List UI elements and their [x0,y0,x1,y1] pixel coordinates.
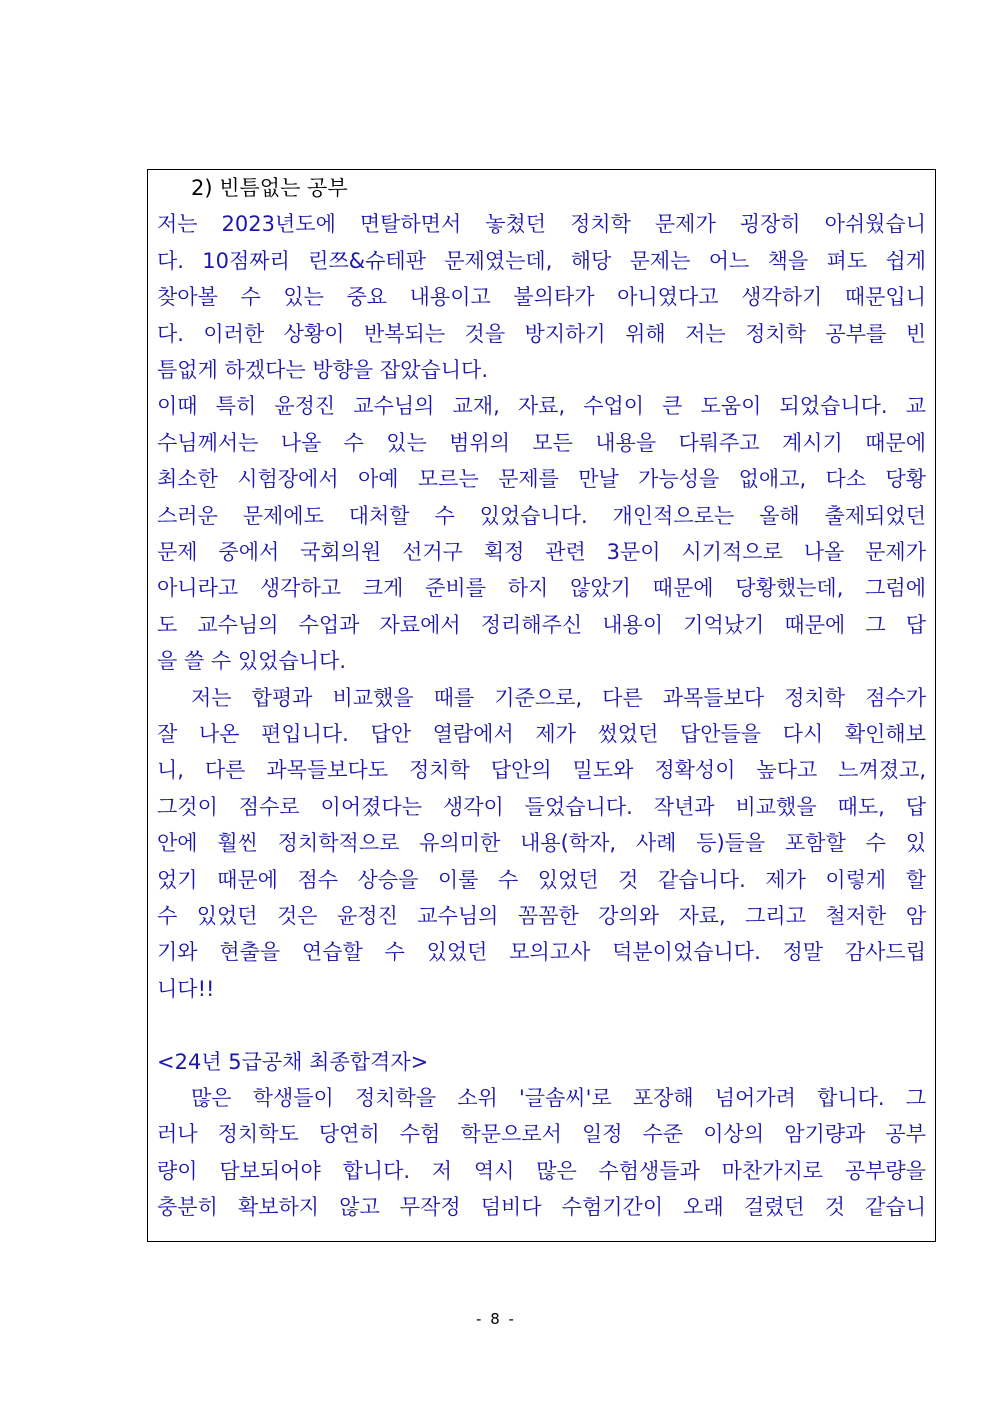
section-heading: 2) 빈틈없는 공부 [191,176,348,200]
text-line: 수 있었던 것은 윤정진 교수님의 꼼꼼한 강의와 자료, 그리고 철저한 암 [157,904,926,928]
text-line: 었기 때문에 점수 상승을 이룰 수 있었던 것 같습니다. 제가 이렇게 할 [157,867,926,892]
text-line: 최소한 시험장에서 아예 모르는 문제를 만날 가능성을 없애고, 다소 당황 [157,467,926,492]
text-line: 량이 담보되어야 합니다. 저 역시 많은 수험생들과 마찬가지로 공부량을 [157,1158,926,1183]
text-line: 러나 정치학도 당연히 수험 학문으로서 일정 수준 이상의 암기량과 공부 [157,1122,926,1147]
text-line: 도 교수님의 수업과 자료에서 정리해주신 내용이 기억났기 때문에 그 답 [157,612,926,637]
text-line: 찾아볼 수 있는 중요 내용이고 불의타가 아니였다고 생각하기 때문입니 [157,285,926,310]
testimonial-box [147,169,936,1242]
text-line: 아니라고 생각하고 크게 준비를 하지 않았기 때문에 당황했는데, 그럼에 [157,576,926,601]
text-line: 충분히 확보하지 않고 무작정 덤비다 수험기간이 오래 걸렸던 것 같습니 [157,1195,926,1220]
text-line: 스러운 문제에도 대처할 수 있었습니다. 개인적으로는 올해 출제되었던 [157,503,926,528]
text-line: 다. 이러한 상황이 반복되는 것을 방지하기 위해 저는 정치학 공부를 빈 [157,321,926,346]
text-line: 문제 중에서 국회의원 선거구 획정 관련 3문이 시기적으로 나올 문제가 [157,540,926,564]
text-line: 니다!! [157,976,215,1001]
text-line: 니, 다른 과목들보다도 정치학 답안의 밀도와 정확성이 높다고 느껴졌고, [157,758,926,783]
text-line: 그것이 점수로 이어졌다는 생각이 들었습니다. 작년과 비교했을 때도, 답 [157,794,926,819]
text-line: 이때 특히 윤정진 교수님의 교재, 자료, 수업이 큰 도움이 되었습니다. 교 [157,394,926,419]
text-line: 기와 현출을 연습할 수 있었던 모의고사 덕분이었습니다. 정말 감사드립 [157,940,926,965]
text-line: 저는 2023년도에 면탈하면서 놓쳤던 정치학 문제가 굉장히 아쉬웠습니 [157,212,926,237]
text-line: 수님께서는 나올 수 있는 범위의 모든 내용을 다뤄주고 계시기 때문에 [157,430,926,455]
text-line: 다. 10점짜리 린쯔&슈테판 문제였는데, 해당 문제는 어느 책을 펴도 쉽게 [157,248,926,273]
text-line: 잘 나온 편입니다. 답안 열람에서 제가 썼었던 답안들을 다시 확인해보 [157,722,926,746]
text-line: 을 쓸 수 있었습니다. [157,649,346,674]
text-line: 많은 학생들이 정치학을 소위 '글솜씨'로 포장해 넘어가려 합니다. 그 [191,1086,926,1110]
text-line: 틈없게 하겠다는 방향을 잡았습니다. [157,358,488,382]
text-line: 저는 합평과 비교했을 때를 기준으로, 다른 과목들보다 정치학 점수가 [191,685,926,710]
text-line: 안에 훨씬 정치학적으로 유의미한 내용(학자, 사례 등)들을 포함할 수 있 [157,831,926,856]
author-caption: <24년 5급공채 최종합격자> [157,1049,429,1074]
page-number: - 8 - [476,1310,516,1328]
